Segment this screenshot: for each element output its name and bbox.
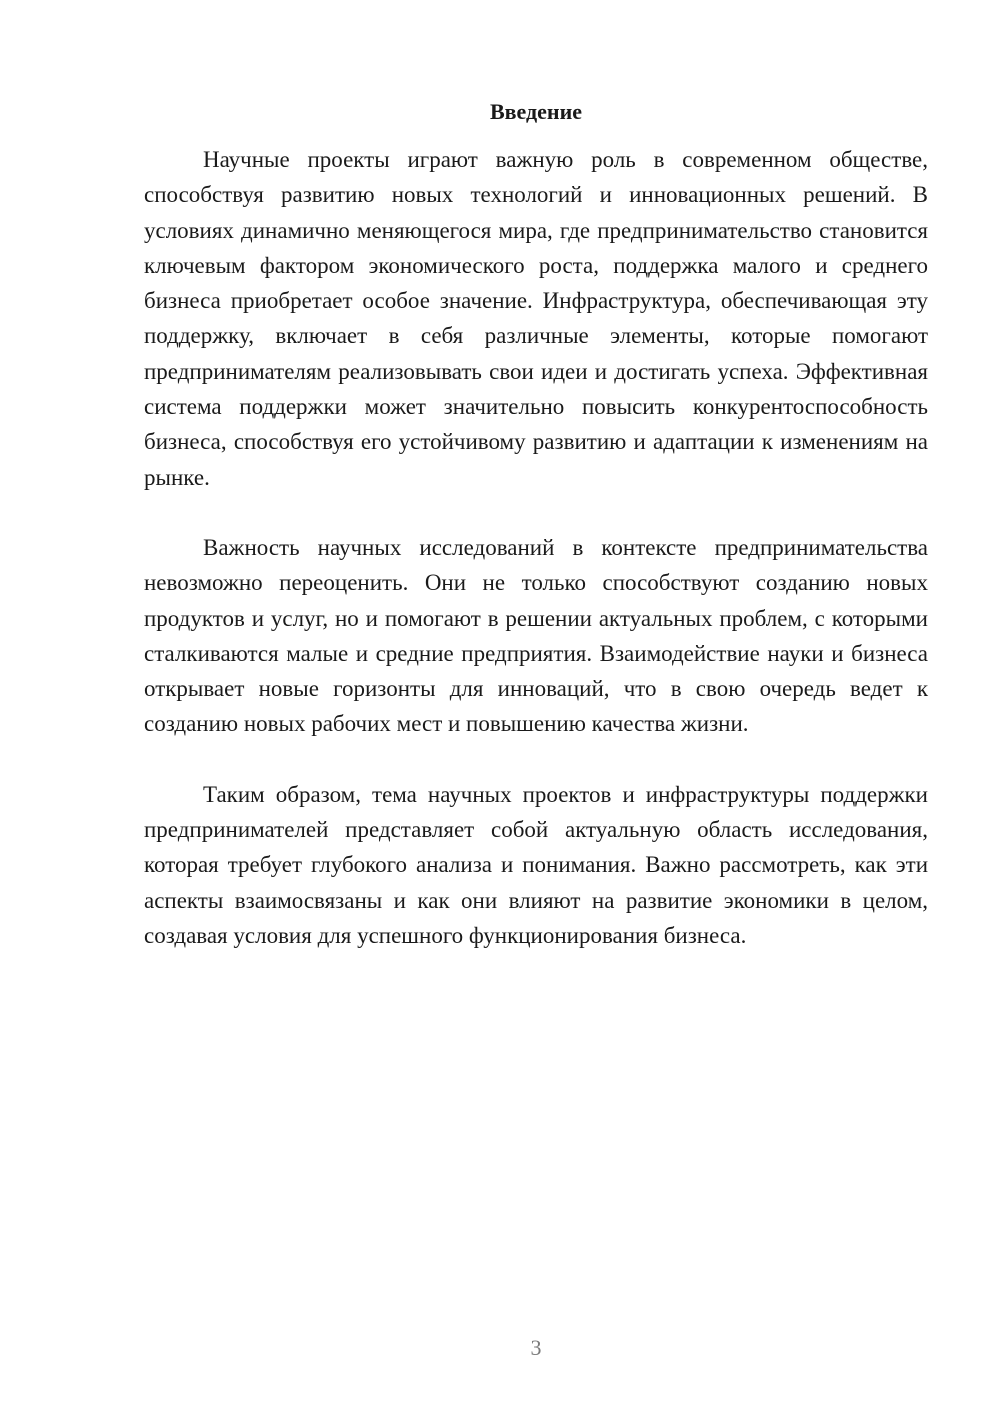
page-number: 3 (530, 1335, 542, 1360)
paragraph: Важность научных исследований в контексте предпринимательства невозможно переоценить. Они не только способствуют созданию новых продуктов и услуг, но и помогают в решении актуальных проблем, с которыми сталкиваются малые и средние предприятия. Взаимодействие науки и бизнеса открывает новые горизонты для инноваций, что в свою очередь ведет к созданию новых рабочих мест и повышению качества жизни. (144, 534, 928, 737)
paragraph: Таким образом, тема научных проектов и инфраструктуры поддержки предпринимателей представляет собой актуальную область исследования, которая требует глубокого анализа и понимания. Важно рассмотреть, как эти аспекты взаимосвязаны и как они влияют на развитие экономики в целом, создавая условия для успешного функционирования бизнеса. (144, 781, 928, 948)
body-text (144, 142, 928, 953)
paragraph: Научные проекты играют важную роль в современном обществе, способствуя развитию новых технологий и инновационных решений. В условиях динамично меняющегося мира, где предпринимательство становится ключевым фактором экономического роста, поддержка малого и среднего бизнеса приобретает особое значение. Инфраструктура, обеспечивающая эту поддержку, включает в себя различные элементы, которые помогают предпринимателям реализовывать свои идеи и достигать успеха. Эффективная система поддержки может значительно повысить конкурентоспособность бизнеса, способствуя его устойчивому развитию и адаптации к изменениям на рынке. (144, 147, 928, 490)
section-title: Введение (489, 99, 583, 124)
